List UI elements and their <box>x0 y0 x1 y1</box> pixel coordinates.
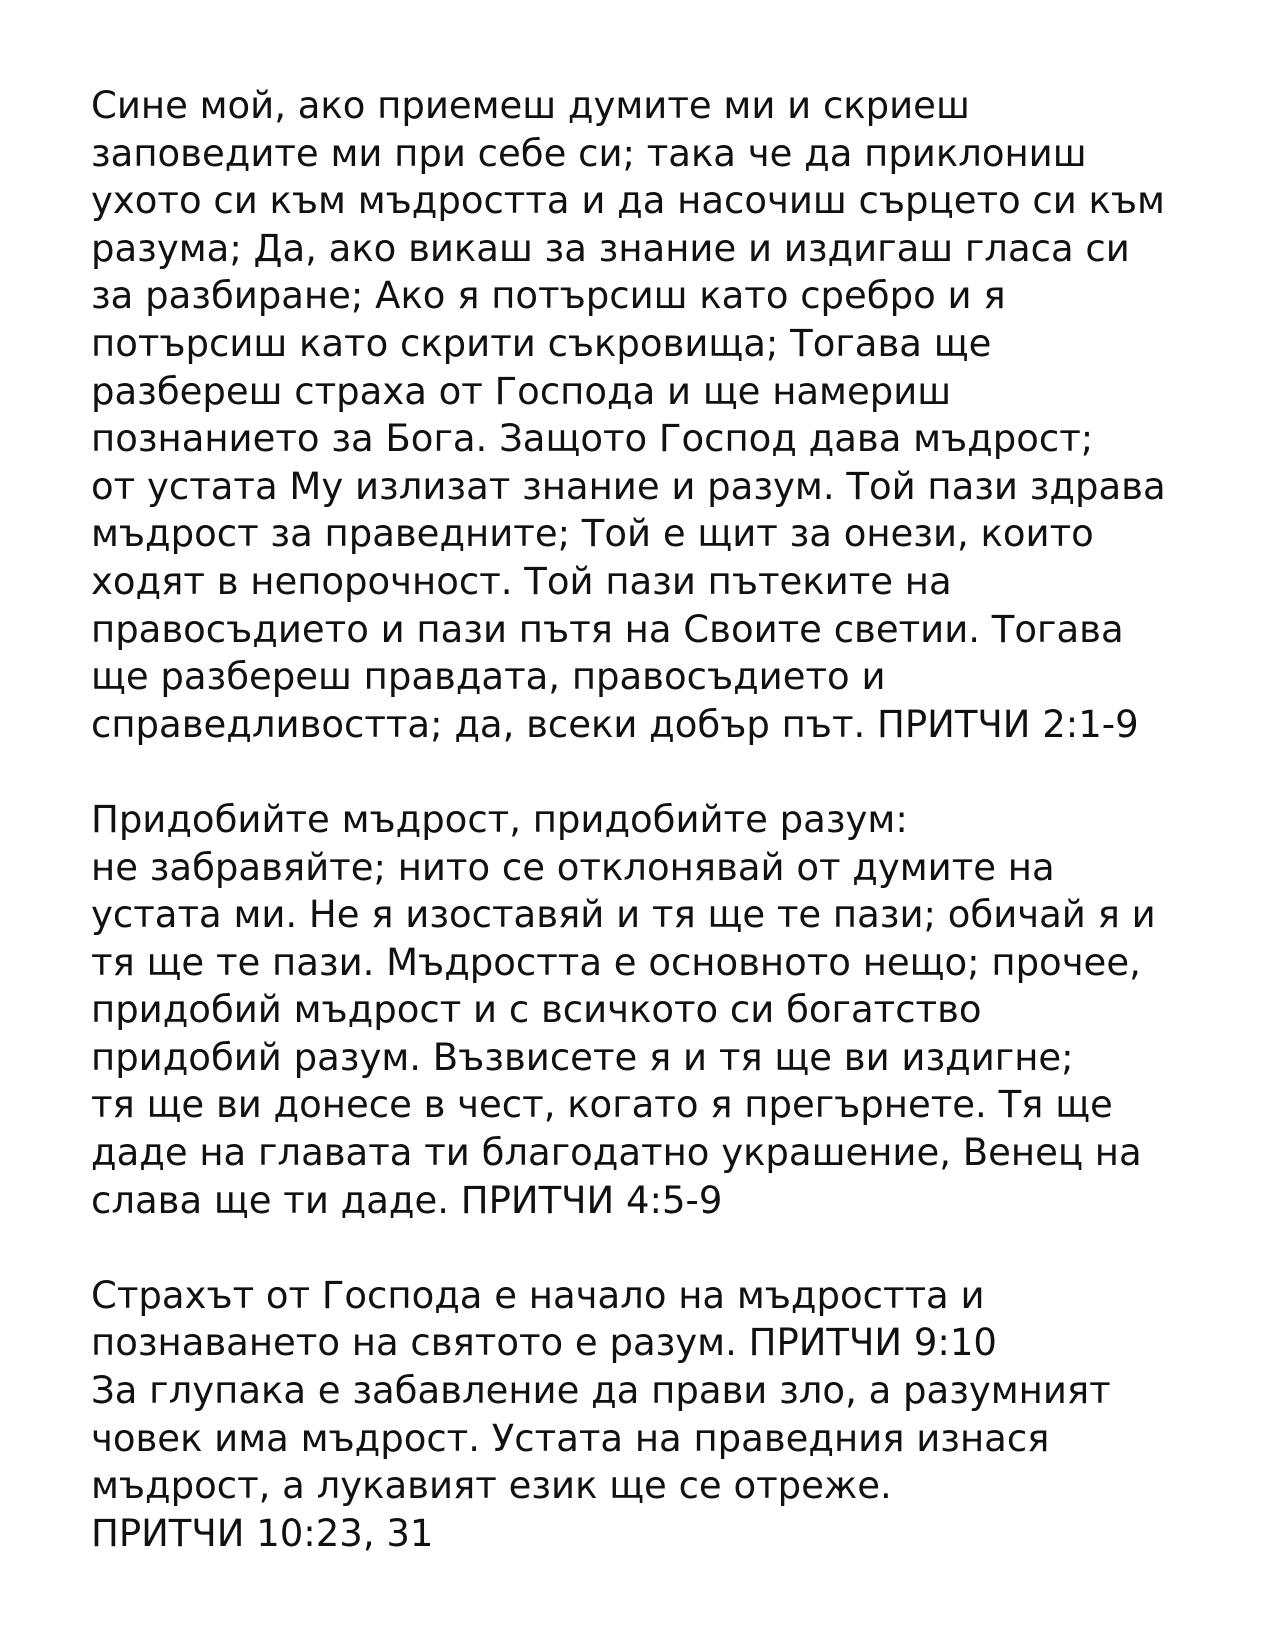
text-line: ПРИТЧИ 10:23, 31 <box>91 1511 434 1555</box>
text-line: слава ще ти даде. ПРИТЧИ 4:5-9 <box>91 1178 723 1222</box>
text-line: справедливостта; да, всеки добър път. ПРИТЧИ 2:1-9 <box>91 702 1139 746</box>
text-line: даде на главата ти благодатно украшение, Венец на <box>91 1131 1142 1175</box>
text-line: потърсиш като скрити съкровища; Тогава ще <box>91 321 992 365</box>
text-line: ще разбереш правдата, правосъдието и <box>91 655 886 699</box>
text-line: Сине мой, ако приемеш думите ми и скриеш <box>91 84 970 127</box>
text-line: Страхът от Господа е начало на мъдростта и <box>91 1273 985 1317</box>
text-line: ходят в непорочност. Той пази пътеките на <box>91 559 952 603</box>
text-line: не забравяйте; нито се отклонявай от думите на <box>91 845 1055 889</box>
text-line: мъдрост, а лукавият език ще се отреже. <box>91 1464 892 1508</box>
paragraph-spacer <box>91 1224 1211 1272</box>
text-line: за разбиране; Ако я потърсиш като сребро и я <box>91 274 1006 318</box>
text-line: мъдрост за праведните; Той е щит за онези, които <box>91 512 1094 556</box>
paragraph-spacer <box>91 748 1211 796</box>
paragraph-proverbs-4 <box>91 796 1211 1224</box>
text-line: разума; Да, ако викаш за знание и издигаш гласа си <box>91 226 1130 270</box>
text-line: ухото си към мъдростта и да насочиш сърцето си към <box>91 179 1165 223</box>
text-line: правосъдието и пази пътя на Своите светии. Тогава <box>91 607 1124 651</box>
text-line: познаването на святото е разум. ПРИТЧИ 9:10 <box>91 1321 997 1365</box>
text-line: разбереш страха от Господа и ще намериш <box>91 369 952 413</box>
text-line: За глупака е забавление да прави зло, а разумният <box>91 1369 1111 1413</box>
text-line: от устата Му излизат знание и разум. Той пази здрава <box>91 464 1166 508</box>
document-body <box>91 82 1211 1557</box>
paragraph-proverbs-9-10 <box>91 1272 1211 1558</box>
paragraph-proverbs-2 <box>91 82 1211 748</box>
text-line: познанието за Бога. Защото Господ дава мъдрост; <box>91 417 1094 461</box>
text-line: придобий мъдрост и с всичкото си богатство <box>91 988 982 1032</box>
text-line: тя ще ви донесе в чест, когато я прегърнете. Тя ще <box>91 1083 1113 1127</box>
text-line: тя ще те пази. Мъдростта е основното нещо; прочее, <box>91 940 1141 984</box>
text-line: човек има мъдрост. Устата на праведния изнася <box>91 1416 1050 1460</box>
text-line: Придобийте мъдрост, придобийте разум: <box>91 797 908 841</box>
text-line: придобий разум. Възвисете я и тя ще ви издигне; <box>91 1035 1074 1079</box>
text-line: устата ми. Не я изоставяй и тя ще те пази; обичай я и <box>91 893 1156 937</box>
text-line: заповедите ми при себе си; така че да приклониш <box>91 131 1087 175</box>
